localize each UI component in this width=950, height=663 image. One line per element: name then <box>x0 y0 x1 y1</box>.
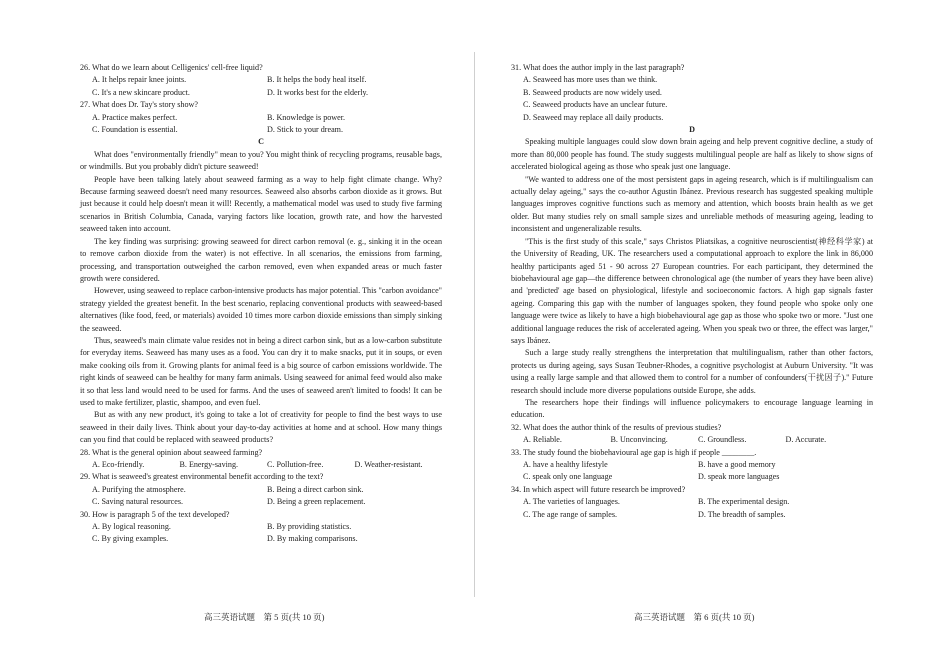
option: A. have a healthy lifestyle <box>523 460 608 469</box>
question-32-stem: 32. What does the author think of the results of previous studies? <box>511 422 722 432</box>
option: A. Purifying the atmosphere. <box>92 484 186 494</box>
option: C. By giving examples. <box>92 534 169 544</box>
option: B. The experimental design. <box>698 497 790 507</box>
option: B. have a good memory <box>698 460 776 469</box>
option: B. It helps the body heal itself. <box>267 75 367 85</box>
question-30-stem: 30. How is paragraph 5 of the text developed? <box>80 509 230 519</box>
option: D. By making comparisons. <box>267 534 358 544</box>
option: A. Reliable. <box>523 435 562 445</box>
question-26-options <box>80 74 442 99</box>
question-34-options <box>511 496 873 521</box>
option: D. speak more languages <box>698 472 780 482</box>
option: D. The breadth of samples. <box>698 509 786 519</box>
page-divider <box>474 52 475 597</box>
option: B. Knowledge is power. <box>267 112 346 122</box>
passage-paragraph: The key finding was surprising: growing seaweed for direct carbon removal (e. g., sinking it in the ocean to remove carbon dioxide from the water) is not effective. In all scenarios, the emissions from farming, processing, and transportation outweighed the carbon removed, even when expanded areas or much faster growth were considered. <box>80 236 442 283</box>
option: A. Seaweed has more uses than we think. <box>523 75 658 85</box>
option: C. Foundation is essential. <box>92 125 178 135</box>
page-footer-right: 高三英语试题 第 6 页(共 10 页) <box>634 612 755 622</box>
question-33-options <box>511 459 873 484</box>
section-heading-d: D <box>689 125 695 135</box>
passage-paragraph: The researchers hope their findings will influence policymakers to encourage language learning in education. <box>511 397 873 420</box>
passage-paragraph: But as with any new product, it's going to take a lot of creativity for people to find the best ways to use seaweed in their daily lives. Think about your day-to-day activities at home and at school. How many things can you find that could be replaced with seaweed products? <box>80 410 442 445</box>
question-31-options <box>511 74 873 124</box>
option: D. Being a green replacement. <box>267 497 366 507</box>
option: B. Unconvincing. <box>610 435 668 445</box>
passage-paragraph: Thus, seaweed's main climate value resides not in being a direct carbon sink, but as a low-carbon substitute for everyday items. Seaweed has many uses as a food. You can dry it to make snacks, put it in soups, or even make cooking oils from it. Growing plants for animal feed is a big source of carbon emissions worldwide. The right kinds of seaweed can be healthy for many farm animals. Using seaweed for animal feed would also make it so that less land would need to be used for farms. And the uses of seaweed aren't limited to foods! It can be used to make fertilizer, plastic, shampoo, and even fuel. <box>80 335 442 407</box>
option: A. Eco-friendly. <box>92 460 145 469</box>
passage-paragraph: "This is the first study of this scale," says Christos Pliatsikas, a cognitive neuroscientist(神经科学家) at the University of Reading, UK. The researchers used a computational approach to explore the link in 86,000 healthy participants aged 51 - 90 across 27 European countries. For each participant, they determined the biobehavioural age gap—the difference between chronological age (the number of years they have been alive) and 'predicted' age based on physiological, lifestyle and socioeconomic factors. A high gap signals faster ageing. Comparing this gap with the number of languages spoken, they found people who spoke only one language were twice as likely to have a high biobehavioural age gap as those who spoke two or more. "Just one additional language reduces the risk of accelerated ageing. When you speak two or three, the effect was larger," says Ibánez. <box>511 236 873 345</box>
option: D. Accurate. <box>785 435 827 445</box>
section-heading-c: C <box>258 137 264 147</box>
passage-paragraph: What does "environmentally friendly" mean to you? You might think of recycling programs, reusable bags, or windmills. But you probably didn't picture seaweed! <box>80 149 442 172</box>
question-28-options <box>80 459 442 471</box>
question-30-options <box>80 521 442 546</box>
question-26-stem: 26. What do we learn about Celligenics' cell-free liquid? <box>80 63 263 72</box>
option: A. It helps repair knee joints. <box>92 75 187 85</box>
option: D. Stick to your dream. <box>267 125 343 135</box>
option: B. Being a direct carbon sink. <box>267 484 364 494</box>
question-33-stem: 33. The study found the biobehavioural age gap is high if people ________. <box>511 447 757 457</box>
question-34-stem: 34. In which aspect will future research be improved? <box>511 484 686 494</box>
question-31-stem: 31. What does the author imply in the last paragraph? <box>511 63 685 72</box>
option: A. The varieties of languages. <box>523 497 620 507</box>
option: B. Energy-saving. <box>179 460 239 469</box>
question-27-stem: 27. What does Dr. Tay's story show? <box>80 100 198 110</box>
right-page <box>511 62 873 521</box>
option: C. Saving natural resources. <box>92 497 184 507</box>
option: D. It works best for the elderly. <box>267 87 369 97</box>
option: B. By providing statistics. <box>267 522 352 532</box>
left-page <box>80 62 442 546</box>
passage-paragraph: People have been talking lately about seaweed farming as a way to help fight climate change. Why? Because farming seaweed doesn't need many resources. Seaweed also absorbs carbon dioxide as it grows. But just because it could help doesn't mean it will! Recently, a mathematical model was used to study five farming scenarios in British Columbia, Canada, varying factors like location, growth rate, and how the harvested seaweed taken into account. <box>80 174 442 234</box>
question-28-stem: 28. What is the general opinion about seaweed farming? <box>80 447 263 457</box>
option: B. Seaweed products are now widely used. <box>523 87 662 97</box>
option: A. By logical reasoning. <box>92 522 171 532</box>
option: A. Practice makes perfect. <box>92 112 178 122</box>
option: C. Pollution-free. <box>267 460 324 469</box>
option: D. Seaweed may replace all daily products. <box>523 112 664 122</box>
option: C. Groundless. <box>698 435 747 445</box>
page-footer-left: 高三英语试题 第 5 页(共 10 页) <box>204 612 325 622</box>
option: C. It's a new skincare product. <box>92 87 190 97</box>
option: C. speak only one language <box>523 472 613 482</box>
question-32-options <box>511 434 873 446</box>
option: C. Seaweed products have an unclear future. <box>523 100 668 110</box>
passage-paragraph: Such a large study really strengthens the interpretation that multilingualism, rather than other factors, protects us during ageing, says Susan Teubner-Rhodes, a cognitive psychologist at Auburn University. "It was using a really large sample and that allowed them to control for a number of confounders(干扰因子)." Future research should include more diverse populations outside Europe, she adds. <box>511 348 873 395</box>
option: C. The age range of samples. <box>523 509 618 519</box>
question-27-options <box>80 112 442 137</box>
question-29-options <box>80 484 442 509</box>
passage-paragraph: However, using seaweed to replace carbon-intensive products has major potential. This "carbon avoidance" strategy yielded the greatest benefit. In the best scenario, replacing conventional products with seaweed-based alternatives (like food, feed, or materials) avoided 10 times more carbon dioxide emissions than simply sinking the seaweed. <box>80 286 442 333</box>
option: D. Weather-resistant. <box>354 460 423 469</box>
passage-paragraph: Speaking multiple languages could slow down brain ageing and help prevent cognitive decline, a study of more than 80,000 people has found. The study suggests multilingual people are half as likely to show signs of accelerated biological ageing as those who speak just one language. <box>511 137 873 172</box>
passage-paragraph: "We wanted to address one of the most persistent gaps in ageing research, which is if multilingualism can actually delay ageing," says the co-author Agustin Ibánez. Previous research has suggested speaking multiple languages improves cognitive functions such as memory and attention, which boosts brain health as we get older. But many studies rely on small sample sizes and unreliable methods of measuring ageing, leading to inconsistent and ungeneralizable results. <box>511 174 873 234</box>
question-29-stem: 29. What is seaweed's greatest environmental benefit according to the text? <box>80 472 324 482</box>
